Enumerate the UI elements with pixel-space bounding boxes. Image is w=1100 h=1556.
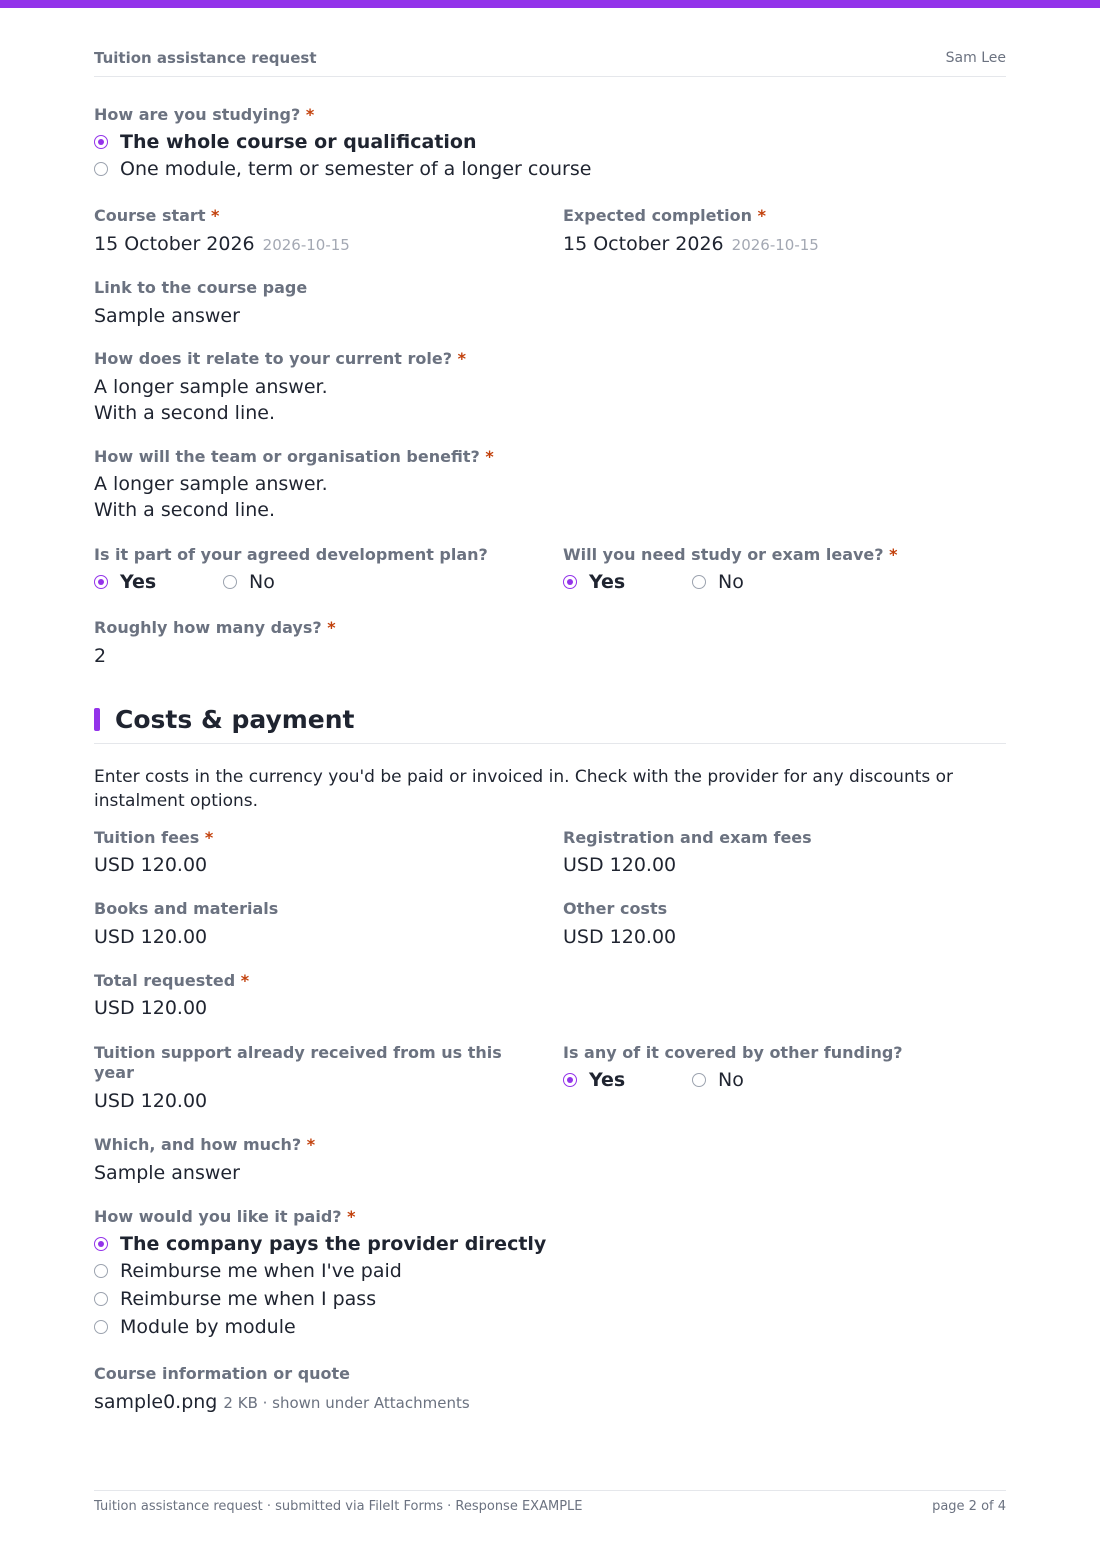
days-value: 2 (94, 645, 107, 667)
payment-option-reimburse-paid (94, 1261, 402, 1281)
development-plan-no-label: No (249, 571, 275, 593)
radio-selected-icon (94, 135, 108, 149)
study-mode-option-label: The whole course or qualification (120, 131, 477, 153)
team-benefit-label-text: How will the team or organisation benefit? (94, 447, 480, 466)
course-link-label: Link to the course page (94, 278, 308, 297)
course-start-value (94, 231, 350, 258)
expected-completion-label (563, 206, 766, 226)
required-marker: * (327, 618, 336, 637)
required-marker: * (305, 105, 315, 124)
study-mode-label (94, 105, 314, 125)
page-number: page 2 of 4 (932, 1499, 1006, 1514)
course-start-iso: 2026-10-15 (262, 236, 350, 254)
development-plan-yes (94, 572, 156, 592)
other-funding-yes-label: Yes (589, 1069, 626, 1091)
page-header (94, 49, 1006, 77)
payment-option-label: Reimburse me when I pass (120, 1288, 377, 1310)
required-marker: * (347, 1207, 356, 1226)
payment-option-company-pays (94, 1234, 546, 1254)
attachment-meta: 2 KB · shown under Attachments (223, 1394, 470, 1412)
radio-unselected-icon (94, 1320, 108, 1334)
payment-option-label: Reimburse me when I've paid (120, 1260, 402, 1282)
radio-unselected-icon (223, 575, 237, 589)
days-label (94, 618, 336, 638)
document-title: Tuition assistance request (94, 49, 317, 67)
other-funding-no (692, 1070, 744, 1090)
days-label-text: Roughly how many days? (94, 618, 322, 637)
other-costs-label: Other costs (563, 899, 668, 918)
radio-unselected-icon (692, 1073, 706, 1087)
relate-role-label-text: How does it relate to your current role? (94, 349, 453, 368)
development-plan-no (223, 572, 275, 592)
expected-completion-iso: 2026-10-15 (731, 236, 819, 254)
study-leave-label (563, 545, 898, 565)
payment-option-label: Module by module (120, 1316, 296, 1338)
page-footer (94, 1490, 1006, 1521)
course-link-value: Sample answer (94, 305, 240, 327)
costs-intro-text: Enter costs in the currency you'd be paid or invoiced in. Check with the provider for any discounts or instalment options. (94, 767, 954, 811)
top-accent-bar (0, 0, 1100, 8)
study-mode-option-label: One module, term or semester of a longer course (120, 158, 592, 180)
payment-option-module (94, 1317, 296, 1337)
books-label: Books and materials (94, 899, 279, 918)
payment-method-label-text: How would you like it paid? (94, 1207, 342, 1226)
course-start-date: 15 October 2026 (94, 233, 255, 255)
development-plan-yes-label: Yes (120, 571, 157, 593)
tuition-fees-label-text: Tuition fees (94, 828, 200, 847)
radio-selected-icon (563, 1073, 577, 1087)
which-how-much-value: Sample answer (94, 1162, 240, 1184)
other-funding-yes (563, 1070, 625, 1090)
study-leave-yes-label: Yes (589, 571, 626, 593)
expected-completion-label-text: Expected completion (563, 206, 753, 225)
payment-method-label (94, 1207, 356, 1227)
course-start-label-text: Course start (94, 206, 206, 225)
registration-fees-value: USD 120.00 (563, 854, 677, 876)
study-mode-option-module (94, 159, 591, 179)
radio-selected-icon (94, 1237, 108, 1251)
footer-text: Tuition assistance request · submitted via FileIt Forms · Response EXAMPLE (94, 1499, 583, 1514)
study-leave-yes (563, 572, 625, 592)
other-funding-label: Is any of it covered by other funding? (563, 1043, 903, 1062)
total-value: USD 120.00 (94, 997, 208, 1019)
support-received-label-line-1: Tuition support already received from us this (94, 1043, 502, 1062)
other-funding-no-label: No (718, 1069, 744, 1091)
required-marker: * (306, 1135, 316, 1154)
total-label-text: Total requested (94, 971, 236, 990)
development-plan-label: Is it part of your agreed development plan? (94, 545, 488, 564)
books-value: USD 120.00 (94, 926, 208, 948)
section-accent-bar (94, 708, 100, 731)
course-info-label: Course information or quote (94, 1364, 351, 1383)
attachment-filename: sample0.png (94, 1391, 218, 1413)
other-costs-value: USD 120.00 (563, 926, 677, 948)
payment-option-label: The company pays the provider directly (120, 1233, 547, 1255)
course-info-attachment (94, 1389, 470, 1416)
required-marker: * (889, 545, 898, 564)
radio-unselected-icon (94, 162, 108, 176)
support-received-value: USD 120.00 (94, 1090, 208, 1112)
relate-role-line-2: With a second line. (94, 402, 275, 424)
required-marker: * (204, 828, 214, 847)
costs-section-header (94, 705, 1006, 744)
study-leave-no-label: No (718, 571, 744, 593)
relate-role-line-1: A longer sample answer. (94, 376, 328, 398)
expected-completion-date: 15 October 2026 (563, 233, 724, 255)
respondent-name: Sam Lee (945, 50, 1006, 66)
required-marker: * (485, 447, 494, 466)
required-marker: * (457, 349, 466, 368)
team-benefit-line-1: A longer sample answer. (94, 473, 328, 495)
expected-completion-value (563, 231, 819, 258)
which-how-much-label-text: Which, and how much? (94, 1135, 302, 1154)
study-mode-label-text: How are you studying? (94, 105, 301, 124)
team-benefit-line-2: With a second line. (94, 499, 275, 521)
team-benefit-label (94, 447, 494, 467)
radio-unselected-icon (94, 1292, 108, 1306)
relate-role-label (94, 349, 466, 369)
payment-option-reimburse-pass (94, 1289, 376, 1309)
tuition-fees-value: USD 120.00 (94, 854, 208, 876)
tuition-fees-label (94, 828, 213, 848)
registration-fees-label: Registration and exam fees (563, 828, 812, 847)
which-how-much-label (94, 1135, 315, 1155)
total-label (94, 971, 249, 991)
support-received-label-line-2: year (94, 1063, 134, 1082)
required-marker: * (211, 206, 220, 225)
radio-selected-icon (94, 575, 108, 589)
study-leave-no (692, 572, 744, 592)
course-start-label (94, 206, 219, 226)
study-leave-label-text: Will you need study or exam leave? (563, 545, 884, 564)
section-title: Costs & payment (115, 705, 355, 734)
required-marker: * (240, 971, 250, 990)
radio-selected-icon (563, 575, 577, 589)
radio-unselected-icon (692, 575, 706, 589)
study-mode-option-whole-course (94, 132, 477, 152)
required-marker: * (757, 206, 766, 225)
radio-unselected-icon (94, 1264, 108, 1278)
